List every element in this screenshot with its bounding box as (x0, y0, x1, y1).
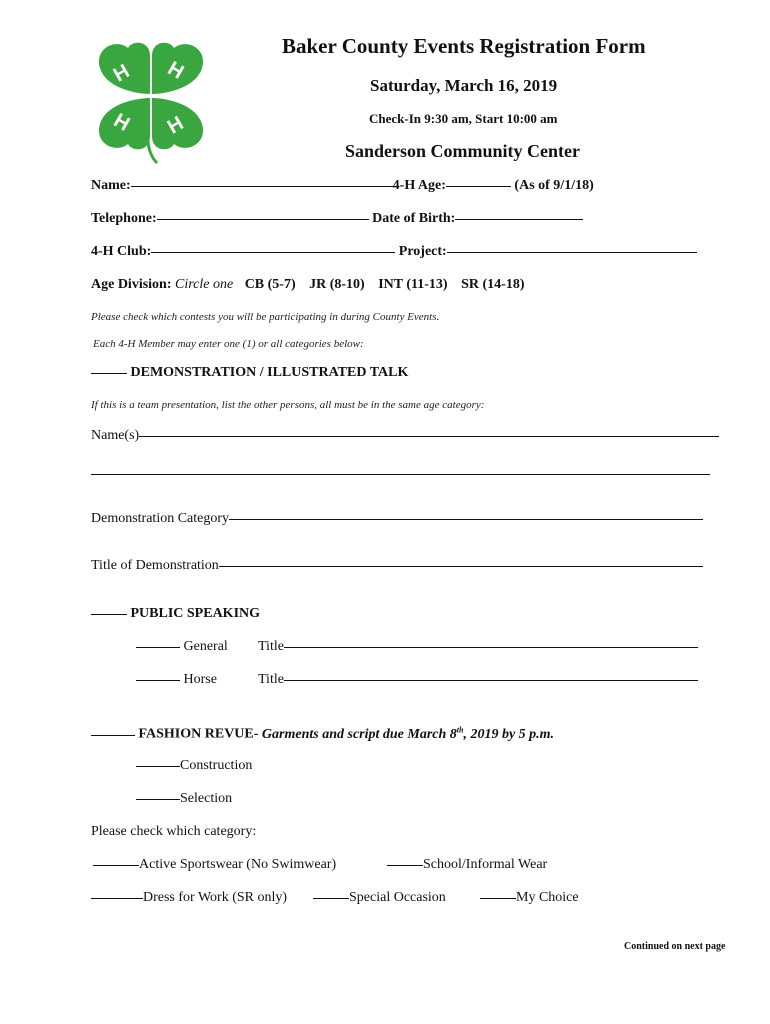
demonstration-heading-text: DEMONSTRATION / ILLUSTRATED TALK (130, 365, 409, 380)
horse-label: Horse (183, 672, 217, 687)
demo-title-field[interactable] (219, 566, 703, 567)
active-label: Active Sportswear (No Swimwear) (139, 857, 337, 872)
horse-title-row (258, 672, 698, 688)
selection-row (136, 791, 232, 807)
construction-check[interactable] (136, 766, 180, 767)
horse-title-field[interactable] (284, 680, 698, 681)
category-label: Demonstration Category (91, 511, 230, 526)
name-label: Name: (91, 178, 131, 193)
event-date: Saturday, March 16, 2019 (370, 76, 558, 95)
choice-check[interactable] (480, 898, 516, 899)
demonstration-check[interactable] (91, 373, 127, 374)
dob-field[interactable] (455, 219, 583, 220)
names-label: Name(s) (91, 428, 140, 443)
demonstration-heading (91, 365, 408, 381)
division-int[interactable]: INT (11-13) (378, 277, 448, 292)
work-row (91, 890, 287, 906)
selection-label: Selection (180, 791, 233, 806)
choice-label: My Choice (516, 890, 579, 905)
public-speaking-check[interactable] (91, 614, 127, 615)
age-label: 4-H Age: (392, 178, 446, 193)
club-field[interactable] (151, 252, 395, 253)
division-hint: Circle one (175, 277, 234, 292)
project-field[interactable] (447, 252, 697, 253)
instructions-line2: Each 4-H Member may enter one (1) or all categories below: (93, 338, 364, 350)
general-row (136, 639, 228, 655)
division-cb[interactable]: CB (5-7) (244, 277, 296, 292)
names-field[interactable] (139, 436, 719, 437)
construction-label: Construction (180, 758, 253, 773)
demo-title-row (91, 558, 703, 574)
dob-label: Date of Birth: (372, 211, 456, 226)
active-row (93, 857, 336, 873)
event-venue: Sanderson Community Center (345, 141, 581, 161)
svg-text:H: H (109, 109, 134, 136)
demo-title-label: Title of Demonstration (91, 558, 219, 573)
category-row (91, 511, 703, 527)
public-speaking-heading (91, 606, 260, 622)
event-times: Check-In 9:30 am, Start 10:00 am (369, 111, 558, 126)
age-note: (As of 9/1/18) (514, 178, 594, 193)
division-sr[interactable]: SR (14-18) (461, 277, 525, 292)
club-label: 4-H Club: (91, 244, 152, 259)
name-row (91, 178, 594, 194)
horse-check[interactable] (136, 680, 180, 681)
selection-check[interactable] (136, 799, 180, 800)
choice-row (480, 890, 579, 906)
fashion-due-note: Garments and script due March 8th, 2019 by 5 p.m. (261, 725, 555, 742)
work-label: Dress for Work (SR only) (143, 890, 288, 905)
construction-row (136, 758, 252, 774)
division-label: Age Division: (91, 277, 172, 292)
active-check[interactable] (93, 865, 139, 866)
telephone-field[interactable] (157, 219, 369, 220)
special-check[interactable] (313, 898, 349, 899)
category-prompt: Please check which category: (91, 824, 257, 839)
four-h-clover-icon (92, 38, 210, 166)
special-row (313, 890, 446, 906)
svg-text:H: H (109, 60, 134, 87)
work-check[interactable] (91, 898, 143, 899)
demonstration-note: If this is a team presentation, list the other persons, all must be in the same age category: (91, 399, 485, 411)
school-row (387, 857, 547, 873)
general-label: General (183, 639, 228, 654)
age-field[interactable] (446, 186, 511, 187)
fashion-heading-text: FASHION REVUE- (138, 726, 259, 742)
svg-text:H: H (163, 112, 188, 139)
telephone-label: Telephone: (91, 211, 157, 226)
general-title-row (258, 639, 698, 655)
instructions-line1: Please check which contests you will be participating in during County Events. (91, 311, 440, 323)
horse-row (136, 672, 217, 688)
names-field-line2[interactable] (91, 474, 710, 475)
names-row (91, 428, 719, 444)
general-title-label: Title (258, 639, 284, 654)
special-label: Special Occasion (349, 890, 446, 905)
project-label: Project: (398, 244, 447, 259)
school-label: School/Informal Wear (423, 857, 548, 872)
horse-title-label: Title (258, 672, 284, 687)
division-jr[interactable]: JR (8-10) (309, 277, 365, 292)
public-speaking-heading-text: PUBLIC SPEAKING (130, 606, 261, 621)
telephone-row (91, 211, 583, 227)
page-title: Baker County Events Registration Form (282, 34, 646, 58)
svg-text:H: H (163, 57, 188, 84)
category-field[interactable] (229, 519, 703, 520)
general-title-field[interactable] (284, 647, 698, 648)
general-check[interactable] (136, 647, 180, 648)
division-row (91, 277, 524, 293)
continued-note: Continued on next page (624, 941, 726, 952)
fashion-heading (91, 725, 554, 743)
club-row (91, 244, 697, 260)
name-field[interactable] (131, 186, 393, 187)
school-check[interactable] (387, 865, 423, 866)
fashion-check[interactable] (91, 735, 135, 736)
